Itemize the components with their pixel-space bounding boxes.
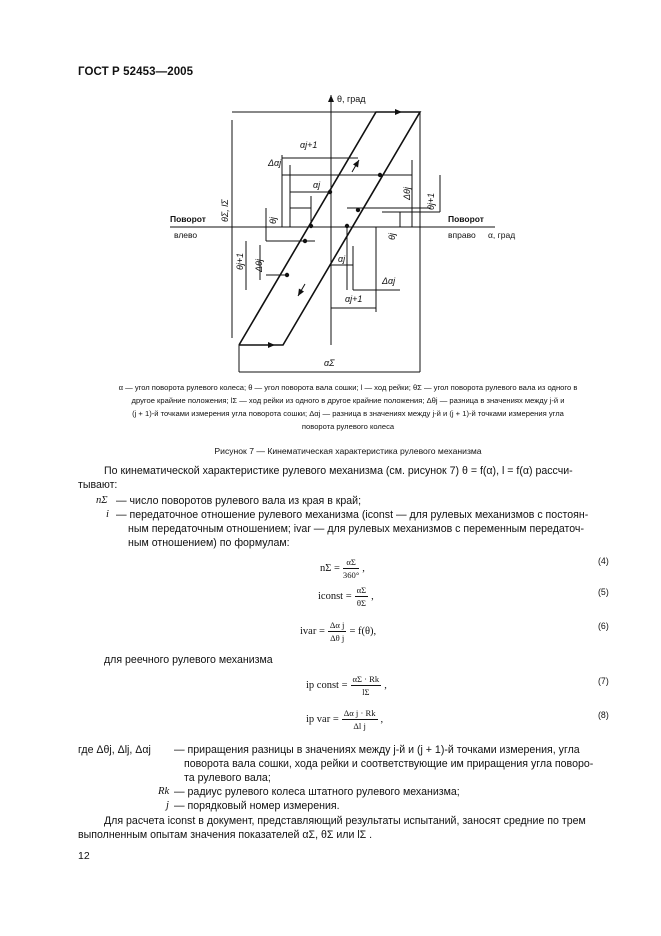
def-i-symbol: i [106,509,109,520]
para-1b: тывают: [78,479,118,491]
left-label-bottom: влево [174,230,198,240]
j-symbol: j [166,800,169,811]
figure-legend-line-1: α — угол поворота рулевого колеса; θ — угол поворота вала сошки; l — ход рейки; θΣ — угол поворота рулевого вала из одного в [118,383,578,392]
right-label-top: Поворот [448,214,484,224]
equation-5-number: (5) [598,587,609,597]
where-text-3: та рулевого вала; [184,772,271,784]
equation-7-number: (7) [598,676,609,686]
dtheta-j-left: Δθj [254,259,264,272]
page-header: ГОСТ Р 52453—2005 [78,66,194,78]
def-i-line-3: ным отношением) по формулам: [128,537,290,549]
dalpha-j-bottom: Δαj [382,276,396,286]
where-text-2: поворота вала сошки, хода рейки и соответствующие им приращения угла поворо- [184,758,594,770]
rk-text: — радиус рулевого колеса штатного рулевого механизма; [174,786,460,798]
right-label-bottom: вправо [448,230,476,240]
equation-5: iconst = $\frac{\alpha\Sigma}{\theta\Sigma}$ , [318,584,374,608]
final-para-line-2: выполненным опытам значения показателей αΣ, θΣ или lΣ . [78,829,373,841]
equation-6: ivar = $\frac{\text{Δα j}}{\text{Δθ j}}$ = f(θ), [300,619,377,643]
alpha-j-bottom: αj [338,254,346,264]
where-text-1: — приращения разницы в значениях между j-й и (j + 1)-й точками измерения, угла [174,744,580,756]
figure-legend-line-3: (j + 1)-й точками измерения угла поворота сошки; Δαj — разница в значениях между j-й и (j + 1)-й точками измерения угла [132,409,564,418]
theta-j1-right: θj+1 [426,192,436,210]
para-1a: По кинематической характеристике рулевого механизма (см. рисунок 7) θ = f(α), l = f(α) рассчи- [104,465,573,477]
def-n-text: — число поворотов рулевого вала из края в край; [116,495,362,507]
theta-j-right: θj [387,233,397,240]
where-symbols: где Δθj, Δlj, Δαj [78,744,151,756]
dalpha-j-top: Δαj [268,158,282,168]
y-axis-label: θ, град [337,94,366,104]
equation-4: nΣ = $\frac{\alpha\Sigma}{360^\circ}$ , [320,556,365,580]
alpha-j1-top: αj+1 [300,140,318,150]
kinematic-characteristic-diagram [0,0,661,380]
alpha-sigma-label: αΣ [324,358,335,368]
figure-legend-line-2: другое крайние положения; lΣ — ход рейки из одного в другое крайние положения; Δθj — разница в значениях между j-й и [131,396,565,405]
equation-7: ip const = $\frac{\alpha\Sigma \cdot Rk}{l\Sigma}$ , [306,673,387,697]
page-number: 12 [78,850,90,862]
rack-intro: для реечного рулевого механизма [104,654,273,666]
alpha-j-top: αj [313,180,321,190]
figure-legend-line-4: поворота рулевого колеса [301,422,395,431]
equation-8-number: (8) [598,710,609,720]
final-para-line-1: Для расчета iconst в документ, представляющий результаты испытаний, заносят средние по трем [104,815,586,827]
left-label-top: Поворот [170,214,206,224]
x-axis-label: α, град [488,230,516,240]
alpha-j1-bottom: αj+1 [345,294,363,304]
dtheta-j-right: Δθj [402,187,412,200]
equation-6-number: (6) [598,621,609,631]
j-text: — порядковый номер измерения. [174,800,340,812]
def-n-symbol: nΣ [96,495,108,506]
rk-symbol: Rk [158,786,170,797]
figure-caption: Рисунок 7 — Кинематическая характеристика рулевого механизма [214,446,482,456]
theta-sigma-label: θΣ, lΣ [220,199,230,222]
equation-8: ip var = $\frac{\text{Δα j · Rk}}{\text{Δl j}}$ , [306,707,384,731]
def-i-line-1: — передаточное отношение рулевого механизма (iconst — для рулевых механизмов с постоян- [116,509,589,521]
equation-4-number: (4) [598,556,609,566]
def-i-line-2: ным передаточным отношением; ivar — для рулевых механизмов с переменным передаточ- [128,523,584,535]
theta-j1-left: θj+1 [235,252,245,270]
theta-j-left: θj [268,217,278,224]
